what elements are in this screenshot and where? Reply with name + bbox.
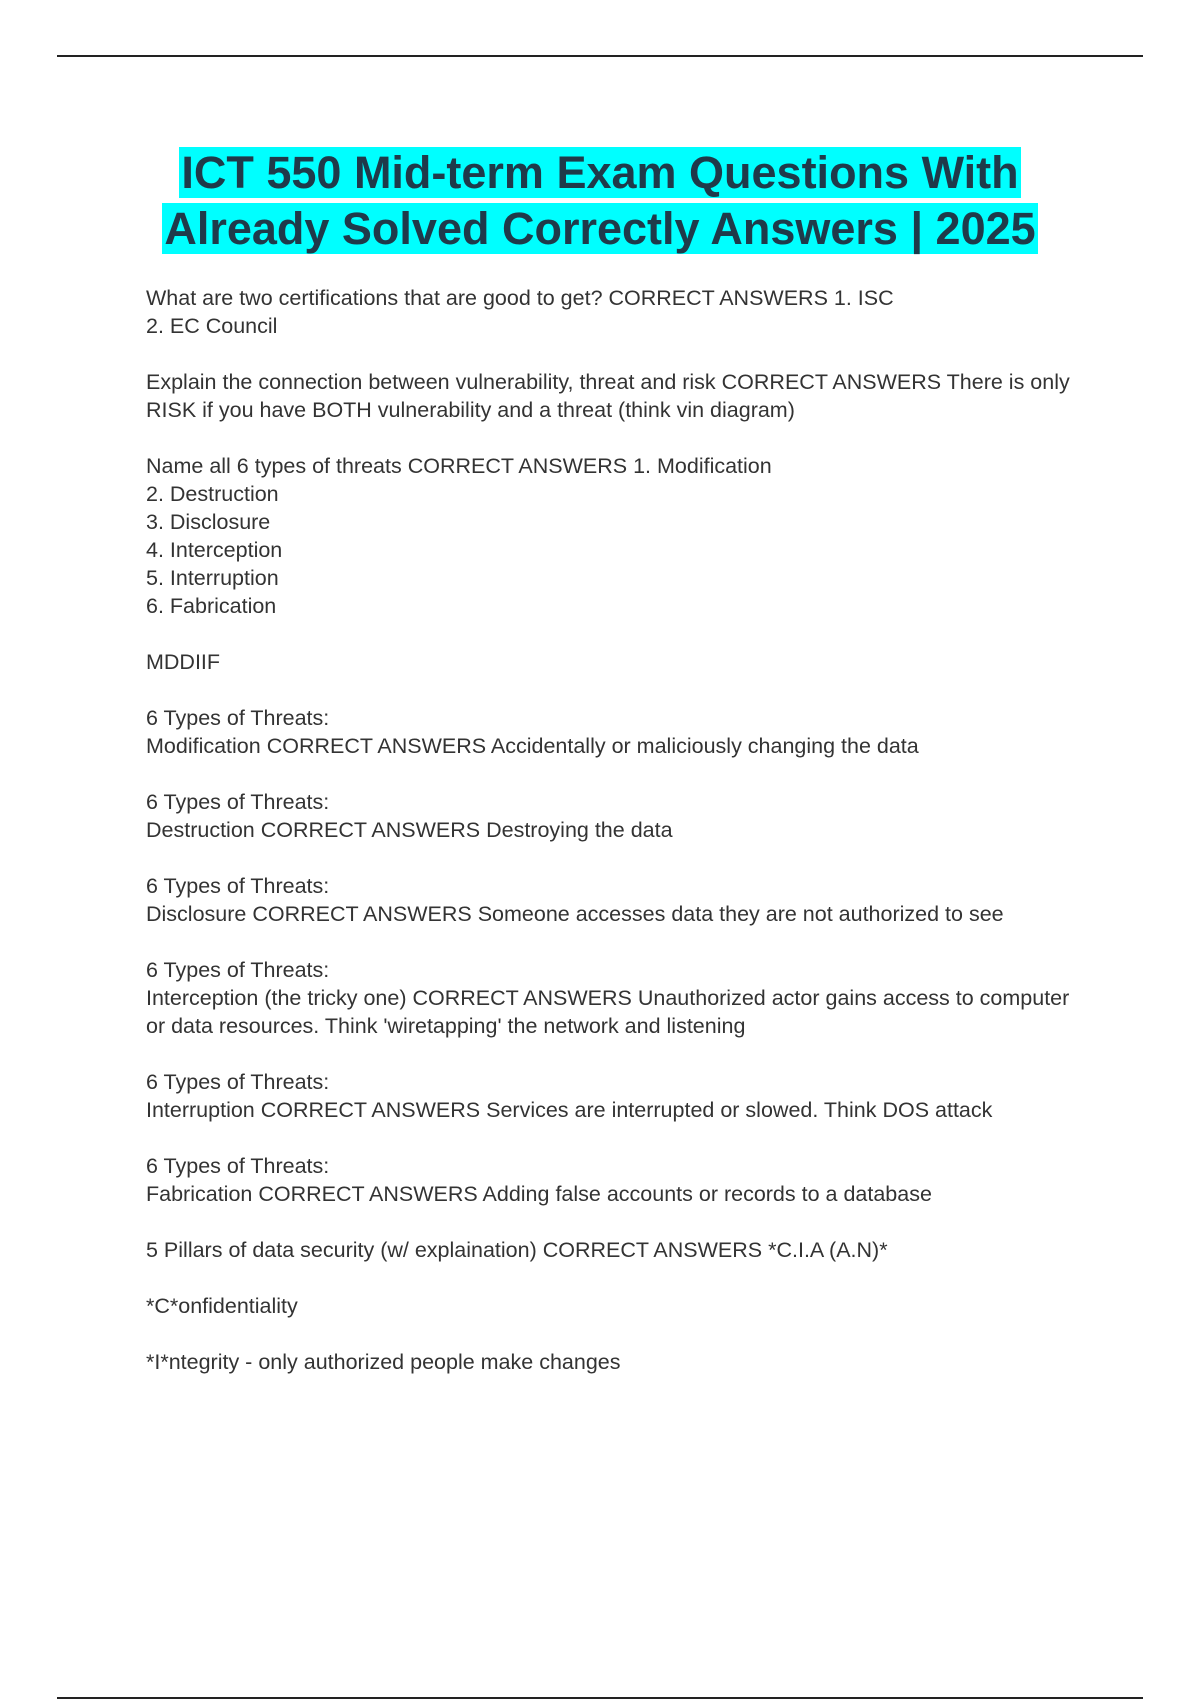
mnemonic-text: MDDIIF xyxy=(146,650,221,674)
qa-certifications: What are two certifications that are good to get? CORRECT ANSWERS 1. ISC 2. EC Council xyxy=(146,286,894,338)
qa-interception: 6 Types of Threats: Interception (the tricky one) CORRECT ANSWERS Unauthorized actor gains access to computer or data resources. Think 'wiretapping' the network and listening xyxy=(146,958,1070,1038)
qa-interruption: 6 Types of Threats: Interruption CORRECT ANSWERS Services are interrupted or slowed. Think DOS attack xyxy=(146,1070,993,1122)
qa-fabrication: 6 Types of Threats: Fabrication CORRECT ANSWERS Adding false accounts or records to a database xyxy=(146,1154,932,1206)
document-title xyxy=(0,145,1200,257)
qa-six-threat-types: Name all 6 types of threats CORRECT ANSWERS 1. Modification 2. Destruction 3. Disclosure 4. Interception 5. Interruption 6. Fabrication xyxy=(146,454,772,618)
qa-vulnerability-threat-risk: Explain the connection between vulnerability, threat and risk CORRECT ANSWERS There is only RISK if you have BOTH vulnerability and a threat (think vin diagram) xyxy=(146,370,1070,422)
qa-five-pillars: 5 Pillars of data security (w/ explaination) CORRECT ANSWERS *C.I.A (A.N)* xyxy=(146,1238,888,1262)
qa-modification: 6 Types of Threats: Modification CORRECT ANSWERS Accidentally or maliciously changing the data xyxy=(146,706,919,758)
qa-destruction: 6 Types of Threats: Destruction CORRECT ANSWERS Destroying the data xyxy=(146,790,673,842)
top-rule xyxy=(57,55,1143,57)
document-body xyxy=(146,284,1086,1404)
title-line-2: Already Solved Correctly Answers | 2025 xyxy=(164,203,1036,254)
title-line-1: ICT 550 Mid-term Exam Questions With xyxy=(181,147,1019,198)
bottom-rule xyxy=(57,1697,1143,1699)
qa-disclosure: 6 Types of Threats: Disclosure CORRECT ANSWERS Someone accesses data they are not authorized to see xyxy=(146,874,1004,926)
pillar-confidentiality: *C*onfidentiality xyxy=(146,1294,298,1318)
pillar-integrity: *I*ntegrity - only authorized people make changes xyxy=(146,1350,621,1374)
